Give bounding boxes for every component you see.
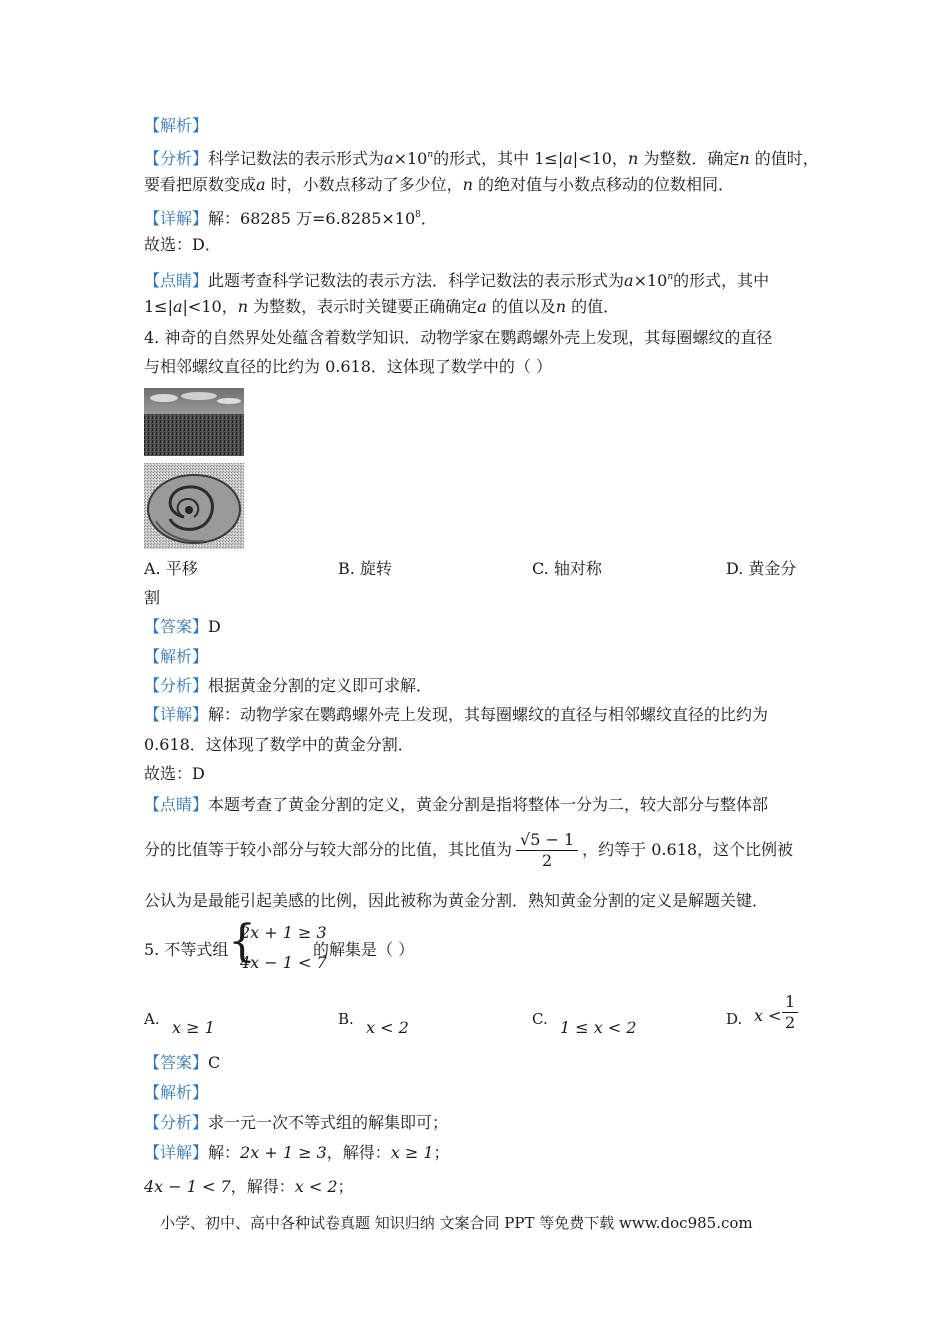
analysis-tag: 【分析】 — [144, 1113, 209, 1132]
comment-line-2 — [144, 296, 619, 318]
answer-value: D — [208, 617, 221, 636]
inequality-1: 2x + 1 ≥ 3 — [240, 923, 327, 942]
text: ； — [433, 1143, 450, 1162]
text: ； — [337, 1177, 354, 1196]
analysis-tag: 【分析】 — [144, 149, 209, 168]
text: n — [555, 297, 567, 316]
text: 时，小数点移动了多少位， — [265, 175, 463, 194]
solution-line-1 — [144, 1142, 450, 1164]
text: 的形式，其中 — [673, 271, 770, 290]
solution-tag: 【详解】 — [144, 209, 209, 228]
option-b-label: B. — [338, 1010, 354, 1028]
text: ． — [420, 209, 437, 228]
solution-tag: 【详解】 — [144, 705, 209, 724]
text: 科学记数法的表示形式为 — [208, 149, 385, 168]
comment-line-3: 公认为是最能引起美感的比例，因此被称为黄金分割．熟知黄金分割的定义是解题关键． — [144, 891, 769, 910]
choice-line: 故选：D — [144, 764, 205, 783]
system-brace: { — [228, 916, 256, 967]
analysis-heading: 【解析】 — [144, 116, 209, 135]
answer-line — [144, 1052, 220, 1074]
option-b-value: x < 2 — [366, 1018, 409, 1037]
text: ，解得： — [326, 1143, 391, 1162]
analysis-tag: 【分析】 — [144, 676, 209, 695]
comment-tag: 【点睛】 — [144, 271, 209, 290]
grassland-image — [144, 388, 244, 456]
question-5-stem-prefix: 5. 不等式组 — [144, 940, 229, 959]
answer-tag: 【答案】 — [144, 1053, 209, 1072]
text: 的值． — [566, 297, 620, 316]
text: ，约等于 0.618，这个比例被 — [582, 840, 794, 859]
text: 分的比值等于较小部分与较大部分的比值，其比值为 — [144, 840, 513, 859]
option-c-value: 1 ≤ x < 2 — [560, 1018, 637, 1037]
page-footer: 小学、初中、高中各种试卷真题 知识归纳 文案合同 PPT 等免费下载 www.doc985.com — [160, 1214, 753, 1232]
option-c: C. 轴对称 — [532, 559, 602, 578]
text: |<10， — [182, 297, 238, 316]
text: 的绝对值与小数点移动的位数相同． — [472, 175, 735, 194]
text: 为整数．确定 — [638, 149, 740, 168]
fraction-denominator: 2 — [541, 851, 553, 870]
option-d-fraction — [782, 992, 798, 1033]
analysis-line-1 — [144, 144, 819, 170]
text: ×10 — [633, 271, 668, 290]
question-4-line-1: 4. 神奇的自然界处处蕴含着数学知识．动物学家在鹦鹉螺外壳上发现，其每圈螺纹的直径 — [144, 328, 773, 347]
option-d: D. 黄金分 — [726, 559, 797, 578]
text: a — [256, 175, 266, 194]
question-4-line-2: 与相邻螺纹直径的比约为 0.618．这体现了数学中的（ ） — [144, 357, 552, 376]
text: n — [237, 297, 249, 316]
fraction-numerator: 1 — [782, 992, 798, 1013]
math: 2x + 1 ≥ 3 — [240, 1143, 327, 1162]
choice-line: 故选：D． — [144, 235, 221, 254]
math: 4x − 1 < 7 — [144, 1177, 231, 1196]
text: 求一元一次不等式组的解集即可； — [208, 1113, 449, 1132]
text: a — [172, 297, 183, 316]
option-d-prefix: x < — [754, 1006, 782, 1025]
question-5-stem-suffix: 的解集是（ ） — [313, 940, 415, 959]
text: 1≤| — [144, 297, 173, 316]
solution-line-1 — [144, 704, 768, 726]
comment-line-1 — [144, 266, 769, 292]
analysis-heading: 【解析】 — [144, 1083, 209, 1102]
superscript: 8 — [415, 210, 421, 220]
math: x ≥ 1 — [390, 1143, 434, 1162]
text: n — [739, 149, 750, 168]
option-d-wrap: 割 — [144, 588, 161, 607]
analysis-line — [144, 675, 432, 697]
text: 的值时， — [749, 149, 819, 168]
text: a — [477, 297, 487, 316]
text: 为整数，表示时关键要正确确定 — [248, 297, 478, 316]
option-a: A. 平移 — [144, 559, 198, 578]
solution-line — [144, 204, 437, 230]
comment-line-2 — [144, 828, 793, 872]
option-a-label: A. — [144, 1010, 160, 1028]
solution-tag: 【详解】 — [144, 1143, 209, 1162]
text: n — [462, 175, 473, 194]
comment-line-1 — [144, 794, 768, 816]
text: ，解得： — [230, 1177, 295, 1196]
text: 的形式，其中 1≤| — [433, 149, 564, 168]
text: ×10 — [393, 149, 428, 168]
text: a — [563, 149, 573, 168]
answer-line — [144, 616, 221, 638]
comment-tag: 【点睛】 — [144, 795, 209, 814]
option-d-label: D. — [726, 1010, 743, 1028]
text: 解： — [208, 1143, 241, 1162]
text: n — [627, 149, 639, 168]
text: a — [624, 271, 634, 290]
superscript: n — [427, 150, 434, 160]
answer-value: C — [208, 1053, 221, 1072]
solution-line-2 — [144, 1176, 354, 1198]
option-b: B. 旋转 — [338, 559, 392, 578]
nautilus-shell-image — [144, 463, 244, 549]
text: 的值以及 — [486, 297, 556, 316]
text: 要看把原数变成 — [144, 175, 257, 194]
math: x < 2 — [294, 1177, 338, 1196]
text: a — [384, 149, 394, 168]
text: 根据黄金分割的定义即可求解． — [208, 676, 433, 695]
analysis-line — [144, 1112, 448, 1134]
option-a-value: x ≥ 1 — [172, 1018, 215, 1037]
answer-tag: 【答案】 — [144, 617, 209, 636]
solution-line-2: 0.618．这体现了数学中的黄金分割． — [144, 735, 414, 754]
text: 本题考查了黄金分割的定义，黄金分割是指将整体一分为二，较大部分与整体部 — [208, 795, 769, 814]
superscript: n — [667, 272, 674, 282]
text: 解：动物学家在鹦鹉螺外壳上发现，其每圈螺纹的直径与相邻螺纹直径的比约为 — [208, 705, 769, 724]
analysis-heading: 【解析】 — [144, 647, 209, 666]
inequality-2: 4x − 1 < 7 — [240, 953, 327, 972]
analysis-line-2 — [144, 174, 734, 196]
fraction-denominator: 2 — [785, 1013, 796, 1032]
text: |<10， — [572, 149, 628, 168]
fraction-numerator: √5 − 1 — [516, 830, 578, 851]
golden-ratio-fraction — [516, 830, 578, 871]
text: 此题考查科学记数法的表示方法．科学记数法的表示形式为 — [208, 271, 625, 290]
text: 解：68285 万=6.8285×10 — [208, 209, 416, 228]
option-c-label: C. — [532, 1010, 548, 1028]
